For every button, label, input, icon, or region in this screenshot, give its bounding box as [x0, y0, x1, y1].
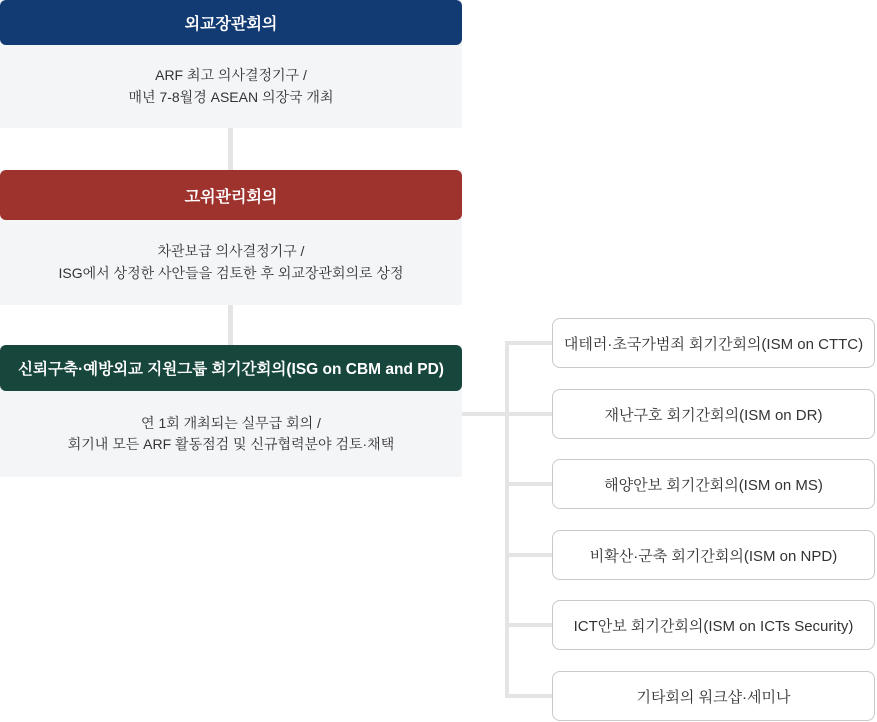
box-other-workshops-seminars: [552, 671, 875, 721]
desc-line: ARF 최고 의사결정기구 /: [155, 67, 307, 83]
desc-line: 매년 7-8월경 ASEAN 의장국 개최: [128, 88, 334, 105]
connector-line-stub-4: [505, 553, 552, 557]
desc-line: 연 1회 개최되는 실무급 회의 /: [141, 414, 321, 431]
box-ism-npd: [552, 530, 875, 580]
box-ism-ms: [552, 459, 875, 509]
connector-line-trunk: [505, 341, 509, 698]
desc-line: 회기내 모든 ARF 활동점검 및 신규협력분야 검토·채택: [67, 436, 395, 452]
box-ism-dr: [552, 389, 875, 439]
connector-line-vertical-1: [228, 128, 233, 170]
section-title: 외교장관회의: [184, 16, 278, 33]
connector-line-stub-1: [505, 341, 552, 345]
desc-line: ISG에서 상정한 사안들을 검토한 후 외교장관회의로 상정: [58, 264, 404, 281]
box-label: 해양안보 회기간회의(ISM on MS): [604, 476, 823, 494]
connector-line-stub-6: [505, 694, 552, 698]
connector-line-stub-5: [505, 623, 552, 627]
isg-meeting-header: [0, 345, 462, 391]
box-label: 비확산·군축 회기간회의(ISM on NPD): [589, 547, 838, 565]
foreign-ministers-meeting-header: [0, 0, 462, 45]
section-title: 신뢰구축·예방외교 지원그룹 회기간회의(ISG on CBM and PD): [18, 361, 444, 378]
desc-line: 차관보급 의사결정기구 /: [157, 243, 305, 259]
connector-line-vertical-2: [228, 305, 233, 345]
box-ism-cttc: [552, 318, 875, 368]
box-label: 대테러·초국가범죄 회기간회의(ISM on CTTC): [563, 335, 864, 353]
box-label: ICT안보 회기간회의(ISM on ICTs Security): [573, 617, 854, 635]
box-ism-icts-security: [552, 600, 875, 650]
senior-officials-meeting-header: [0, 170, 462, 220]
box-label: 재난구호 회기간회의(ISM on DR): [604, 406, 823, 424]
section-title: 고위관리회의: [184, 188, 278, 206]
connector-line-stub-3: [505, 482, 552, 486]
box-label: 기타회의 워크샵·세미나: [636, 688, 791, 706]
